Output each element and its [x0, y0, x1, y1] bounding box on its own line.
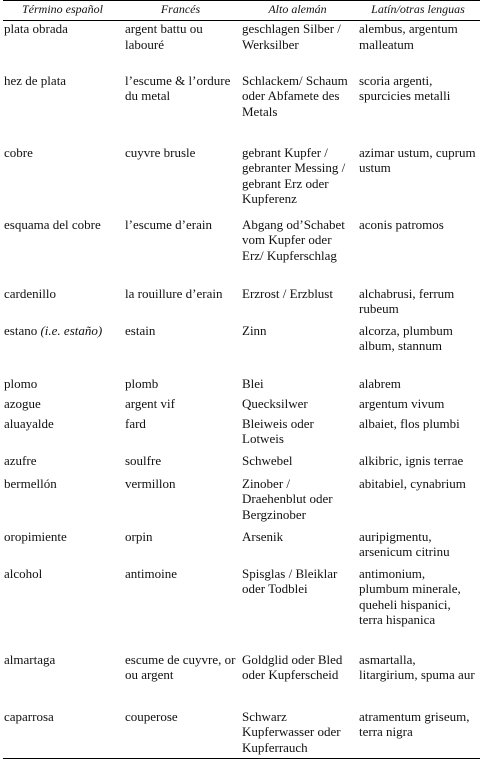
table-row — [3, 396, 480, 416]
cell-french: estain — [125, 322, 156, 338]
cell-latin: azimar ustum, cuprum ustum — [359, 144, 476, 175]
cell-latin: abitabiel, cynabrium — [359, 475, 466, 491]
table-row — [3, 286, 480, 323]
table-row — [3, 652, 480, 709]
cell-french: couperose — [122, 709, 239, 759]
cell-spanish: plata obrada — [4, 21, 68, 36]
spanish-term: estano — [4, 322, 38, 338]
cell-spanish: esquama del cobre — [4, 216, 101, 232]
cell-latin: albaiet, flos plumbi — [359, 415, 460, 431]
cell-german: Quecksilwer — [242, 395, 308, 411]
table-row — [3, 217, 480, 286]
cell-spanish: plomo — [4, 375, 38, 391]
table-row — [3, 453, 480, 476]
cell-spanish: almartaga — [4, 651, 56, 667]
cell-spanish: caparrosa — [3, 709, 122, 759]
cell-german: Spisglas / Bleiklar oder Todblei — [242, 565, 338, 596]
cell-latin: atramentum griseum, terra nigra — [356, 709, 480, 759]
header-high-german: Alto alemán — [239, 1, 356, 21]
table-row — [3, 145, 480, 217]
cell-french: orpin — [125, 528, 153, 544]
cell-latin: asmartalla, litargirium, spuma aur — [359, 651, 475, 682]
cell-latin: antimonium, plumbum minerale, queheli hispanici, terra hispanica — [359, 565, 461, 627]
cell-spanish: cardenillo — [4, 285, 56, 301]
cell-latin: alchabrusi, ferrum rubeum — [359, 285, 455, 316]
cell-german: gebrant Kupfer / gebranter Messing / gebrant Erz oder Kupferenz — [242, 144, 346, 206]
table-header-row — [3, 1, 480, 21]
cell-latin: alembus, argentum malleatum — [359, 21, 458, 52]
cell-spanish: oropimiente — [4, 528, 67, 544]
table-body — [3, 21, 480, 759]
cell-german: Arsenik — [242, 528, 284, 544]
cell-latin: scoria argenti, spurcicies metalli — [359, 72, 451, 103]
cell-latin: auripigmentu, arsenicum citrinu — [359, 528, 450, 559]
cell-german: Goldglid oder Bled oder Kupferscheid — [242, 651, 343, 682]
cell-spanish: hez de plata — [4, 72, 67, 88]
cell-german: Schwarz Kupferwasser oder Kupferrauch — [239, 709, 356, 759]
cell-latin: alabrem — [359, 375, 401, 391]
cell-latin: aconis patromos — [359, 216, 444, 232]
table-row — [3, 73, 480, 145]
cell-french: escume de cuyvre, or ou argent — [125, 651, 236, 682]
table-row — [3, 21, 480, 73]
cell-spanish — [3, 323, 122, 376]
table-row — [3, 323, 480, 376]
cell-french: la rouillure d’erain — [125, 285, 223, 301]
cell-french: antimoine — [125, 565, 177, 581]
table-row — [3, 529, 480, 566]
cell-german: Abgang od’Schabet vom Kupfer oder Erz/ Kupferschlag — [242, 216, 345, 263]
cell-spanish: bermellón — [4, 475, 57, 491]
table-row — [3, 416, 480, 453]
cell-french: cuyvre brusle — [125, 144, 196, 160]
header-french: Francés — [122, 1, 239, 21]
cell-german: Zinn — [242, 322, 267, 338]
cell-spanish: alcohol — [4, 565, 43, 581]
table-row — [3, 376, 480, 396]
cell-french: argent battu ou labouré — [125, 21, 203, 52]
table-row — [3, 566, 480, 652]
cell-french: fard — [125, 415, 146, 431]
table-row — [3, 709, 480, 759]
terminology-table — [3, 0, 480, 759]
cell-french: soulfre — [125, 452, 162, 468]
cell-spanish: azogue — [4, 395, 41, 411]
cell-german: geschlagen Silber / Werksilber — [242, 21, 341, 52]
cell-french: argent vif — [125, 395, 175, 411]
cell-german: Schlackem/ Schaum oder Abfamete des Metals — [242, 72, 348, 119]
cell-latin: argentum vivum — [359, 395, 445, 411]
cell-german: Zinober / Draehenblut oder Bergzinober — [242, 475, 333, 522]
cell-french: vermillon — [125, 475, 176, 491]
header-spanish: Término español — [3, 1, 122, 21]
cell-spanish: aluayalde — [4, 415, 54, 431]
cell-french: l’escume & l’ordure du metal — [125, 72, 231, 103]
cell-spanish: cobre — [4, 144, 33, 160]
cell-german: Blei — [242, 375, 264, 391]
spanish-note: (i.e. estaño) — [40, 322, 103, 338]
cell-german: Schwebel — [242, 452, 293, 468]
header-latin-other: Latín/otras lenguas — [356, 1, 480, 21]
cell-latin: alkibric, ignis terrae — [359, 452, 464, 468]
table-row — [3, 476, 480, 529]
cell-spanish: azufre — [4, 452, 37, 468]
cell-german: Erzrost / Erzblust — [242, 285, 333, 301]
cell-french: l’escume d’erain — [125, 216, 212, 232]
cell-french: plomb — [125, 375, 159, 391]
cell-latin: alcorza, plumbum album, stannum — [359, 322, 453, 353]
cell-german: Bleiweis oder Lotweis — [242, 415, 314, 446]
